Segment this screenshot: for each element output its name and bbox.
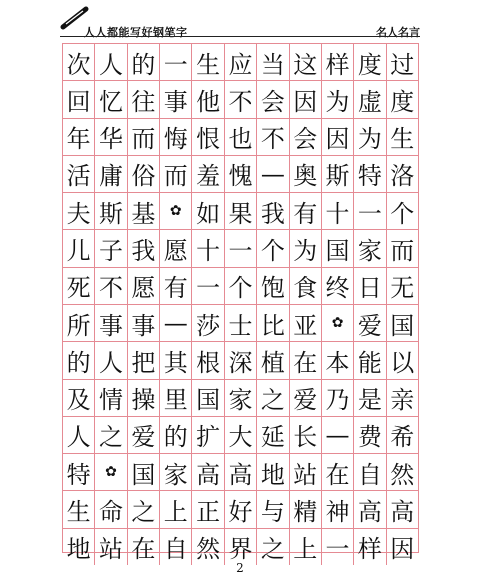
- grid-cell: 精: [289, 491, 321, 527]
- grid-row: [63, 341, 418, 378]
- grid-cell: 莎: [191, 305, 223, 341]
- grid-cell: 往: [127, 81, 159, 117]
- grid-cell: 自: [353, 454, 385, 490]
- grid-cell: 事: [94, 305, 126, 341]
- grid-cell: 终: [321, 268, 353, 304]
- grid-cell: 羞: [191, 156, 223, 192]
- grid-cell: 个: [386, 193, 418, 229]
- grid-cell: —: [256, 156, 288, 192]
- flower-divider-icon: ✿: [321, 305, 353, 341]
- practice-grid: [62, 43, 419, 564]
- grid-cell: 悔: [159, 119, 191, 155]
- page-number: 2: [236, 561, 244, 575]
- grid-cell: 然: [386, 454, 418, 490]
- grid-cell: 样: [353, 529, 385, 565]
- grid-cell: 当: [256, 44, 288, 80]
- grid-row: [63, 304, 418, 341]
- grid-cell: 我: [256, 193, 288, 229]
- grid-cell: 十: [191, 230, 223, 266]
- grid-cell: 把: [127, 342, 159, 378]
- grid-cell: 一: [224, 230, 256, 266]
- grid-row: [63, 416, 418, 453]
- grid-cell: 以: [386, 342, 418, 378]
- grid-cell: 而: [386, 230, 418, 266]
- grid-cell: 人: [94, 342, 126, 378]
- grid-cell: 愿: [159, 230, 191, 266]
- grid-cell: 站: [289, 454, 321, 490]
- grid-cell: 界: [224, 529, 256, 565]
- grid-cell: 亚: [289, 305, 321, 341]
- grid-cell: 国: [321, 230, 353, 266]
- grid-cell: 食: [289, 268, 321, 304]
- grid-cell: 生: [63, 491, 94, 527]
- grid-cell: 自: [159, 529, 191, 565]
- grid-cell: 的: [63, 342, 94, 378]
- grid-cell: 情: [94, 380, 126, 416]
- grid-cell: 国: [127, 454, 159, 490]
- grid-cell: 过: [386, 44, 418, 80]
- grid-cell: 是: [353, 380, 385, 416]
- grid-cell: 高: [386, 491, 418, 527]
- grid-cell: 在: [127, 529, 159, 565]
- grid-cell: 事: [159, 81, 191, 117]
- grid-cell: 如: [191, 193, 223, 229]
- grid-cell: 所: [63, 305, 94, 341]
- grid-cell: 庸: [94, 156, 126, 192]
- grid-cell: 虚: [353, 81, 385, 117]
- grid-cell: 为: [321, 81, 353, 117]
- grid-cell: 次: [63, 44, 94, 80]
- grid-cell: 果: [224, 193, 256, 229]
- grid-cell: 高: [224, 454, 256, 490]
- grid-cell: 的: [127, 44, 159, 80]
- grid-cell: 生: [386, 119, 418, 155]
- grid-cell: 与: [256, 491, 288, 527]
- grid-cell: 我: [127, 230, 159, 266]
- grid-cell: 希: [386, 417, 418, 453]
- grid-row: [63, 192, 418, 229]
- grid-cell: 上: [289, 529, 321, 565]
- section-title: 名人名言: [376, 26, 420, 39]
- brand-title: 人人都能写好钢笔字: [84, 26, 188, 39]
- grid-cell: 然: [191, 529, 223, 565]
- grid-cell: 长: [289, 417, 321, 453]
- grid-cell: 地: [63, 529, 94, 565]
- grid-cell: 而: [159, 156, 191, 192]
- grid-cell: 本: [321, 342, 353, 378]
- flower-divider-icon: ✿: [159, 193, 191, 229]
- grid-cell: 好: [224, 491, 256, 527]
- grid-row: [63, 44, 418, 80]
- grid-cell: 一: [191, 268, 223, 304]
- grid-row: [63, 80, 418, 117]
- grid-cell: 洛: [386, 156, 418, 192]
- grid-cell: 因: [289, 81, 321, 117]
- grid-cell: 国: [191, 380, 223, 416]
- grid-cell: 亲: [386, 380, 418, 416]
- grid-cell: 的: [159, 417, 191, 453]
- grid-cell: 费: [353, 417, 385, 453]
- grid-row: [63, 490, 418, 527]
- grid-cell: 大: [224, 417, 256, 453]
- grid-cell: 国: [386, 305, 418, 341]
- grid-cell: 人: [63, 417, 94, 453]
- grid-cell: 应: [224, 44, 256, 80]
- grid-cell: 爱: [127, 417, 159, 453]
- grid-row: [63, 118, 418, 155]
- grid-cell: 儿: [63, 230, 94, 266]
- grid-cell: 有: [159, 268, 191, 304]
- grid-cell: 他: [191, 81, 223, 117]
- grid-cell: 在: [321, 454, 353, 490]
- grid-cell: 也: [224, 119, 256, 155]
- grid-cell: 日: [353, 268, 385, 304]
- grid-cell: 有: [289, 193, 321, 229]
- grid-cell: 会: [256, 81, 288, 117]
- grid-cell: 之: [256, 380, 288, 416]
- grid-cell: 能: [353, 342, 385, 378]
- grid-cell: 高: [353, 491, 385, 527]
- grid-cell: 饱: [256, 268, 288, 304]
- grid-cell: 延: [256, 417, 288, 453]
- grid-cell: 斯: [94, 193, 126, 229]
- grid-cell: 为: [353, 119, 385, 155]
- grid-cell: 及: [63, 380, 94, 416]
- grid-cell: 愿: [127, 268, 159, 304]
- grid-row: [63, 453, 418, 490]
- grid-cell: 乃: [321, 380, 353, 416]
- grid-cell: 无: [386, 268, 418, 304]
- header-rule: [60, 36, 420, 37]
- grid-cell: 深: [224, 342, 256, 378]
- grid-cell: 忆: [94, 81, 126, 117]
- grid-cell: 愧: [224, 156, 256, 192]
- grid-cell: 基: [127, 193, 159, 229]
- grid-cell: 十: [321, 193, 353, 229]
- grid-cell: 之: [256, 529, 288, 565]
- flower-divider-icon: ✿: [94, 454, 126, 490]
- grid-cell: 俗: [127, 156, 159, 192]
- grid-cell: 华: [94, 119, 126, 155]
- grid-cell: 事: [127, 305, 159, 341]
- page-header: [60, 6, 420, 39]
- grid-cell: 一: [159, 44, 191, 80]
- grid-cell: 为: [289, 230, 321, 266]
- grid-cell: 特: [63, 454, 94, 490]
- grid-cell: 站: [94, 529, 126, 565]
- grid-cell: 人: [94, 44, 126, 80]
- grid-cell: 里: [159, 380, 191, 416]
- grid-cell: 年: [63, 119, 94, 155]
- grid-cell: 其: [159, 342, 191, 378]
- grid-cell: 活: [63, 156, 94, 192]
- grid-cell: 一: [353, 193, 385, 229]
- grid-cell: 恨: [191, 119, 223, 155]
- grid-cell: 子: [94, 230, 126, 266]
- grid-cell: 爱: [289, 380, 321, 416]
- grid-cell: 上: [159, 491, 191, 527]
- grid-cell: 生: [191, 44, 223, 80]
- grid-row: [63, 528, 418, 565]
- grid-cell: 样: [321, 44, 353, 80]
- grid-cell: 命: [94, 491, 126, 527]
- grid-cell: 地: [256, 454, 288, 490]
- grid-cell: 比: [256, 305, 288, 341]
- grid-cell: 爱: [353, 305, 385, 341]
- grid-cell: 在: [289, 342, 321, 378]
- grid-cell: 度: [353, 44, 385, 80]
- grid-cell: 神: [321, 491, 353, 527]
- grid-cell: 因: [321, 119, 353, 155]
- grid-cell: 高: [191, 454, 223, 490]
- grid-cell: 不: [94, 268, 126, 304]
- grid-cell: 个: [224, 268, 256, 304]
- grid-cell: 家: [224, 380, 256, 416]
- grid-cell: 特: [353, 156, 385, 192]
- grid-cell: 不: [256, 119, 288, 155]
- grid-cell: 之: [94, 417, 126, 453]
- grid-cell: 而: [127, 119, 159, 155]
- grid-cell: 死: [63, 268, 94, 304]
- grid-row: [63, 229, 418, 266]
- grid-cell: 家: [353, 230, 385, 266]
- grid-cell: 奥: [289, 156, 321, 192]
- grid-cell: 不: [224, 81, 256, 117]
- grid-row: [63, 155, 418, 192]
- grid-cell: 斯: [321, 156, 353, 192]
- grid-cell: 正: [191, 491, 223, 527]
- grid-cell: 度: [386, 81, 418, 117]
- grid-cell: —: [159, 305, 191, 341]
- grid-cell: 扩: [191, 417, 223, 453]
- grid-row: [63, 267, 418, 304]
- grid-cell: 植: [256, 342, 288, 378]
- grid-cell: 根: [191, 342, 223, 378]
- grid-cell: 夫: [63, 193, 94, 229]
- grid-cell: 之: [127, 491, 159, 527]
- grid-cell: —: [321, 417, 353, 453]
- grid-cell: 因: [386, 529, 418, 565]
- grid-cell: 一: [321, 529, 353, 565]
- grid-cell: 会: [289, 119, 321, 155]
- grid-cell: 个: [256, 230, 288, 266]
- grid-cell: 回: [63, 81, 94, 117]
- grid-cell: 操: [127, 380, 159, 416]
- grid-row: [63, 379, 418, 416]
- grid-cell: 这: [289, 44, 321, 80]
- grid-cell: 士: [224, 305, 256, 341]
- grid-cell: 家: [159, 454, 191, 490]
